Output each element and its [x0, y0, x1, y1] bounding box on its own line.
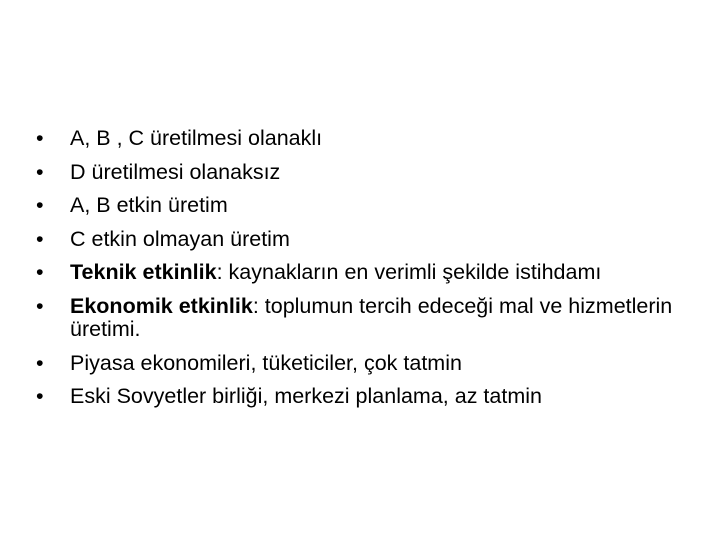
- bullet-icon: •: [36, 193, 44, 217]
- bullet-text: Eski Sovyetler birliği, merkezi planlama, az tatmin: [70, 384, 542, 408]
- bullet-bold-term: Teknik etkinlik: [70, 260, 217, 284]
- bullet-item: [36, 161, 696, 185]
- bullet-list: [36, 127, 696, 419]
- bullet-item: [36, 228, 696, 252]
- bullet-item: [36, 127, 696, 151]
- bullet-item: [36, 194, 696, 218]
- bullet-item: [36, 352, 696, 376]
- bullet-text: C etkin olmayan üretim: [70, 226, 290, 251]
- bullet-item: [36, 385, 696, 409]
- bullet-item: [36, 295, 696, 342]
- bullet-icon: •: [36, 384, 44, 408]
- bullet-text: : kaynakların en verimli şekilde istihdamı: [216, 260, 602, 284]
- bullet-item: [36, 261, 696, 285]
- bullet-text: D üretilmesi olanaksız: [70, 159, 281, 184]
- bullet-icon: •: [36, 260, 44, 284]
- bullet-icon: •: [36, 293, 44, 318]
- bullet-text: A, B , C üretilmesi olanaklı: [70, 126, 323, 150]
- bullet-text: Piyasa ekonomileri, tüketiciler, çok tatmin: [70, 350, 462, 375]
- bullet-icon: •: [36, 159, 44, 184]
- bullet-icon: •: [36, 226, 44, 251]
- bullet-text: A, B etkin üretim: [70, 193, 228, 217]
- bullet-bold-term: Ekonomik etkinlik: [70, 293, 253, 318]
- bullet-icon: •: [36, 350, 44, 375]
- bullet-icon: •: [36, 126, 44, 150]
- bullet-text: : toplumun tercih edeceği mal ve hizmetlerin üretimi.: [70, 293, 673, 341]
